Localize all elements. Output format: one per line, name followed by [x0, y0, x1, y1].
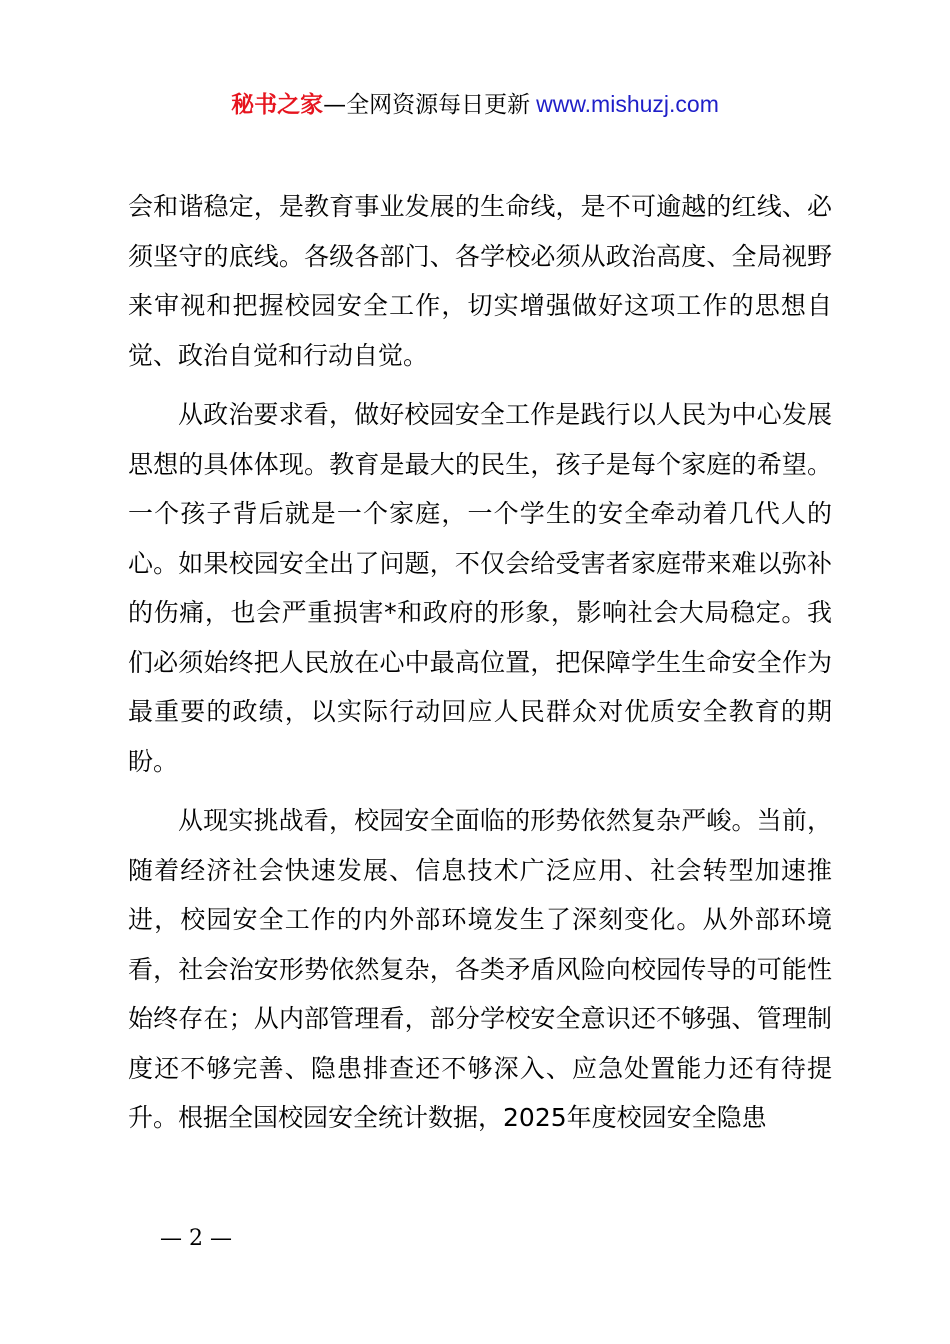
site-url-link[interactable]: www.mishuzj.com: [536, 91, 719, 117]
document-body: [128, 182, 832, 1153]
brand-name: 秘书之家: [231, 92, 324, 118]
paragraph-real-challenges: 从现实挑战看，校园安全面临的形势依然复杂严峻。当前，随着经济社会快速发展、信息技术广泛应用、社会转型加速推进，校园安全工作的内外部环境发生了深刻变化。从外部环境看，社会治安形势依然复杂，各类矛盾风险向校园传导的可能性始终存在；从内部管理看，部分学校安全意识还不够强、管理制度还不够完善、隐患排查还不够深入、应急处置能力还有待提升。根据全国校园安全统计数据，2025年度校园安全隐患: [128, 806, 832, 1132]
header-dash: —: [323, 92, 347, 118]
paragraph-continuation: 会和谐稳定，是教育事业发展的生命线，是不可逾越的红线、必须坚守的底线。各级各部门、各学校必须从政治高度、全局视野来审视和把握校园安全工作，切实增强做好这项工作的思想自觉、政治自觉和行动自觉。: [128, 192, 832, 370]
page-number: — 2 —: [160, 1226, 232, 1251]
paragraph-political-requirement: 从政治要求看，做好校园安全工作是践行以人民为中心发展思想的具体体现。教育是最大的民生，孩子是每个家庭的希望。一个孩子背后就是一个家庭，一个学生的安全牵动着几代人的心。如果校园安全出了问题，不仅会给受害者家庭带来难以弥补的伤痛，也会严重损害*和政府的形象，影响社会大局稳定。我们必须始终把人民放在心中最高位置，把保障学生生命安全作为最重要的政绩，以实际行动回应人民群众对优质安全教育的期盼。: [128, 400, 832, 776]
site-header: [0, 88, 950, 121]
header-slogan: 全网资源每日更新: [346, 92, 531, 118]
